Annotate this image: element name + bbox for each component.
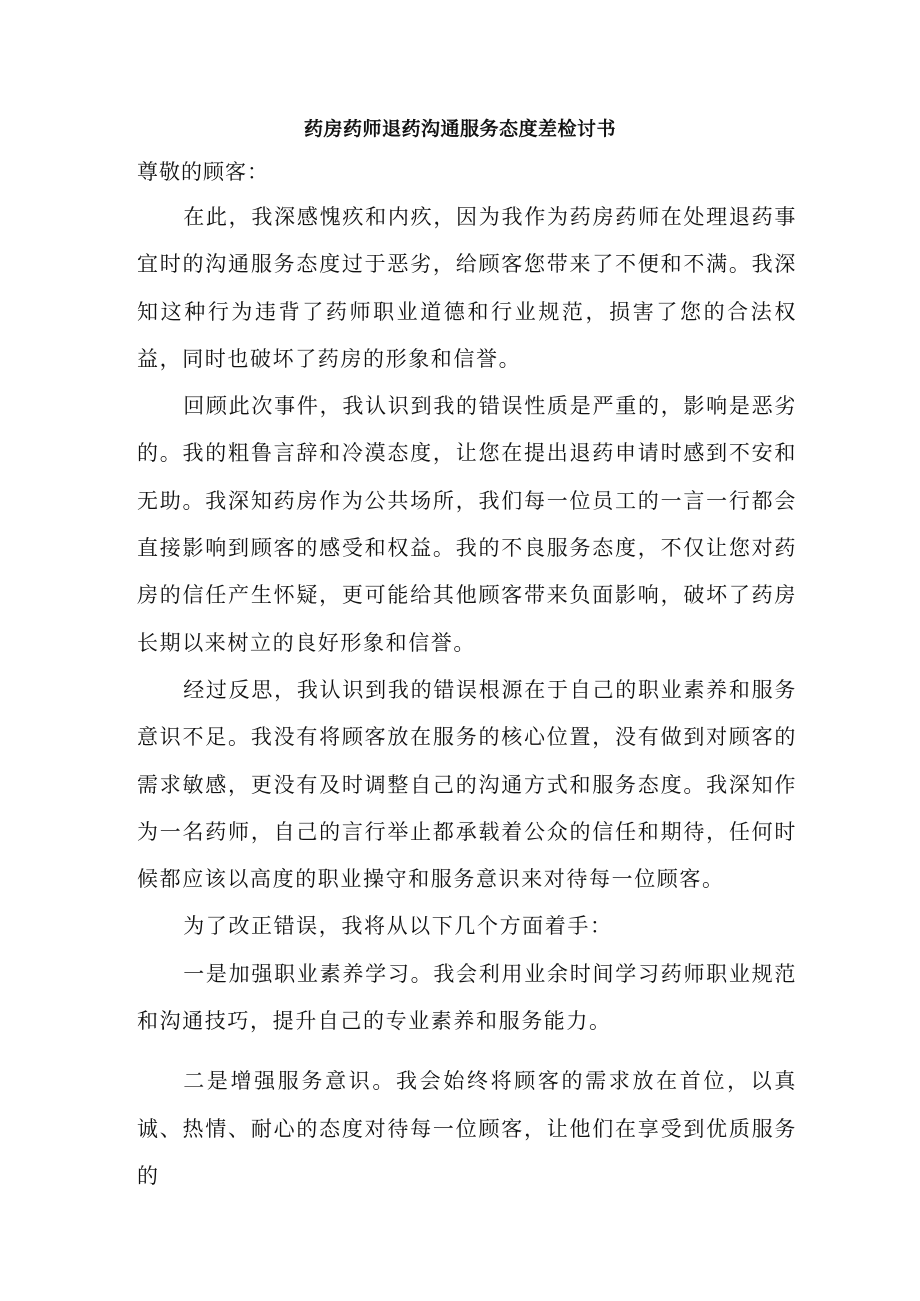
greeting: 尊敬的顾客： bbox=[137, 160, 269, 184]
document-title: 药房药师退药沟通服务态度差检讨书 bbox=[303, 118, 616, 140]
paragraph-plan-two: 二是增强服务意识。我会始终将顾客的需求放在首位，以真诚、热情、耐心的态度对待每一位顾客，让他们在享受到优质服务的 bbox=[137, 1069, 797, 1188]
paragraph-apology: 在此，我深感愧疚和内疚，因为我作为药房药师在处理退药事宜时的沟通服务态度过于恶劣，给顾客您带来了不便和不满。我深知这种行为违背了药师职业道德和行业规范，损害了您的合法权益，同时也破坏了药房的形象和信誉。 bbox=[137, 205, 797, 371]
paragraph-review: 回顾此次事件，我认识到我的错误性质是严重的，影响是恶劣的。我的粗鲁言辞和冷漠态度，让您在提出退药申请时感到不安和无助。我深知药房作为公共场所，我们每一位员工的一言一行都会直接影响到顾客的感受和权益。我的不良服务态度，不仅让您对药房的信任产生怀疑，更可能给其他顾客带来负面影响，破坏了药房长期以来树立的良好形象和信誉。 bbox=[137, 394, 797, 655]
paragraph-plan-one: 一是加强职业素养学习。我会利用业余时间学习药师职业规范和沟通技巧，提升自己的专业素养和服务能力。 bbox=[137, 961, 797, 1034]
document-body bbox=[137, 194, 797, 1200]
paragraph-reflection: 经过反思，我认识到我的错误根源在于自己的职业素养和服务意识不足。我没有将顾客放在服务的核心位置，没有做到对顾客的需求敏感，更没有及时调整自己的沟通方式和服务态度。我深知作为一名药师，自己的言行举止都承载着公众的信任和期待，任何时候都应该以高度的职业操守和服务意识来对待每一位顾客。 bbox=[137, 677, 797, 892]
paragraph-plan-intro: 为了改正错误，我将从以下几个方面着手： bbox=[183, 914, 613, 939]
